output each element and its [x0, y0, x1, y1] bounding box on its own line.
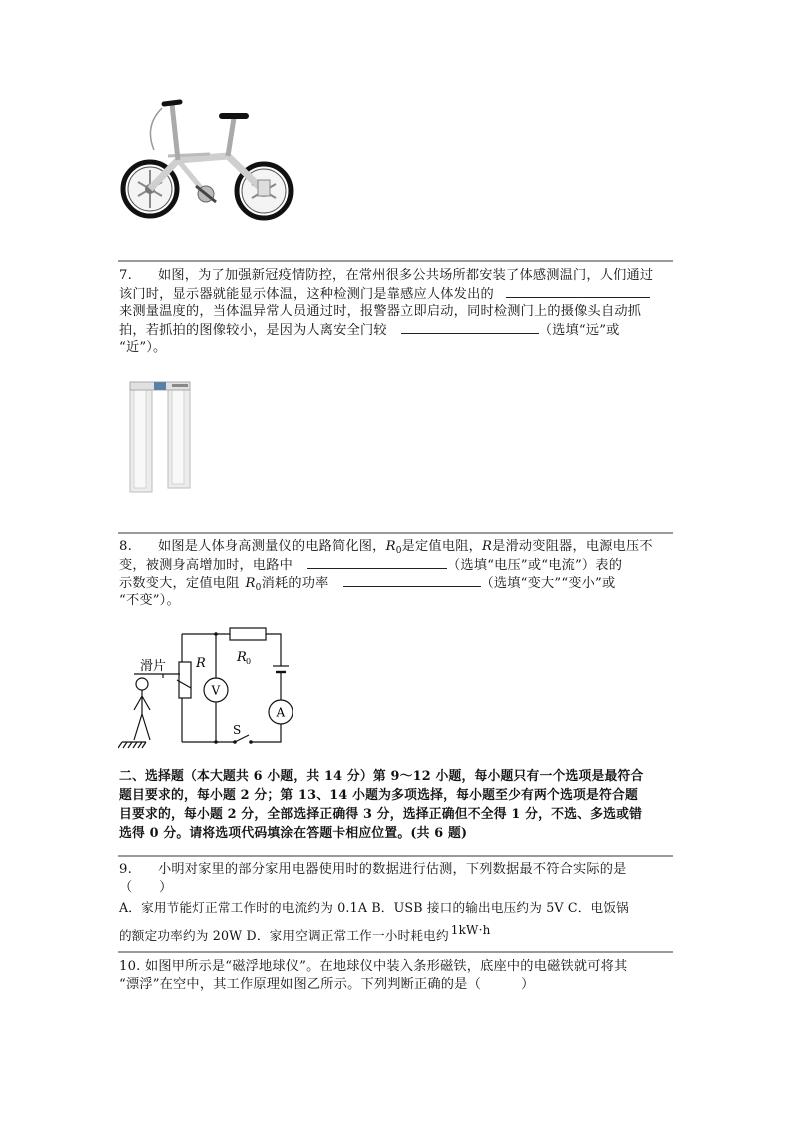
q7-line-4	[119, 321, 620, 340]
temperature-gate-image	[128, 380, 194, 494]
q7-text-4a: 拍，若抓拍的图像较小，是因为人离安全门较	[119, 323, 387, 338]
section2-line-4	[119, 825, 467, 843]
q8-blank-2[interactable]	[343, 574, 481, 587]
q7-line-5	[119, 339, 166, 357]
q9-line-2	[119, 879, 173, 897]
q9-line-4	[119, 921, 491, 945]
q7-text-3: 来测量温度的，当体温异常人员通过时，报警器立即启动，同时检测门上的摄像头自动抓	[119, 304, 642, 319]
q7-text-2: 该门时，显示器就能显示体温，这种检测门是靠感应人体发出的	[119, 287, 494, 302]
r-label: R	[196, 656, 206, 671]
q7-blank-2[interactable]	[401, 321, 539, 334]
q8-text-1a: 如图是人体身高测量仪的电路简化图，	[157, 539, 386, 554]
q8-blank-1[interactable]	[307, 556, 447, 569]
q8-r0-symbol: R	[385, 539, 396, 554]
q10-text-1: 10. 如图甲所示是“磁浮地球仪”。在地球仪中装入条形磁铁，底座中的电磁铁就可将其	[119, 959, 628, 974]
q7-blank-1[interactable]	[506, 285, 650, 298]
q7-line-2	[119, 285, 650, 304]
circuit-diagram	[118, 622, 293, 750]
q9-text-1: 小明对家里的部分家用电器使用时的数据进行估测，下列数据最不符合实际的是	[157, 862, 627, 877]
slider-label: 滑片	[140, 659, 167, 674]
ammeter-label: A	[276, 705, 286, 720]
q8-line-2	[119, 556, 622, 575]
q8-text-2b: （选填“电压”或“电流”）表的	[447, 558, 623, 573]
section2-text-3: 目要求的，每小题 2 分，全部选择正确得 3 分，选择正确但不全得 1 分，不选、多选或错	[119, 807, 643, 822]
section2-line-3	[119, 806, 642, 824]
person-figure	[136, 678, 148, 690]
q7-line-3	[119, 303, 641, 321]
q8-text-3c: （选填“变大”“变小”或	[480, 576, 616, 591]
switch-label: S	[233, 723, 242, 737]
q9-line-3	[119, 899, 629, 917]
q7-text-4b: （选填“远”或	[538, 323, 620, 338]
section2-text-1: 二、选择题（本大题共 6 小题，共 14 分）第 9～12 小题，每小题只有一个选项是最符合	[119, 769, 644, 784]
section2-line-1	[119, 768, 643, 786]
section2-line-2	[119, 787, 638, 805]
q8-text-1c: 是滑动变阻器，电源电压不	[492, 539, 653, 554]
q8-line-3	[119, 574, 615, 597]
q8-text-3b: 消耗的功率	[261, 576, 329, 591]
q9-line-1	[119, 861, 627, 879]
q7-number: 7.	[119, 268, 132, 283]
q10-text-2: “漂浮”在空中，其工作原理如图乙所示。下列判断正确的是（ ）	[119, 977, 535, 992]
q8-r0-subscript: 0	[395, 546, 402, 556]
q9-number: 9.	[119, 862, 132, 877]
r0-label-subscript: 0	[246, 657, 252, 666]
q10-line-2	[119, 976, 535, 994]
divider	[118, 855, 673, 857]
q8-r0-subscript: 0	[255, 583, 262, 593]
q7-text-5: “近”）。	[119, 340, 167, 355]
q8-number: 8.	[119, 539, 132, 554]
q9-unit-kwh: 1kW·h	[450, 923, 491, 937]
q9-answer-parens: （ ）	[119, 880, 173, 895]
r0-resistor	[230, 628, 266, 640]
divider	[118, 260, 673, 262]
section2-text-2: 题目要求的，每小题 2 分；第 13、14 小题为多项选择，每小题至少有两个选项是符合题	[119, 788, 639, 803]
r0-label: R	[237, 650, 247, 665]
q10-line-1	[119, 958, 627, 976]
q7-text-1: 如图，为了加强新冠疫情防控，在常州很多公共场所都安装了体感测温门，人们通过	[157, 268, 654, 283]
divider	[118, 532, 673, 534]
q8-r0-symbol: R	[245, 576, 256, 591]
q8-text-3a: 示数变大，定值电阻	[119, 576, 240, 591]
divider	[118, 951, 673, 953]
q9-options-line-1: A．家用节能灯正常工作时的电流约为 0.1A B．USB 接口的输出电压约为 5V C．电饭锅	[119, 900, 629, 915]
section2-text-4: 选得 0 分。请将选项代码填涂在答题卡相应位置。(共 6 题)	[119, 826, 468, 841]
sliding-rheostat	[179, 662, 191, 698]
q9-options-line-2: 的额定功率约为 20W D．家用空调正常工作一小时耗电约	[119, 928, 449, 943]
q8-text-2a: 变，被测身高增加时，电路中	[119, 558, 294, 573]
q8-line-4	[119, 592, 180, 610]
q8-text-4: “不变”）。	[119, 593, 180, 608]
q7-line-1	[119, 267, 653, 285]
voltmeter-label: V	[211, 683, 221, 698]
folding-bicycle-image	[118, 96, 296, 222]
q8-text-1b: 是定值电阻，	[401, 539, 482, 554]
q8-r-symbol: R	[481, 539, 493, 554]
